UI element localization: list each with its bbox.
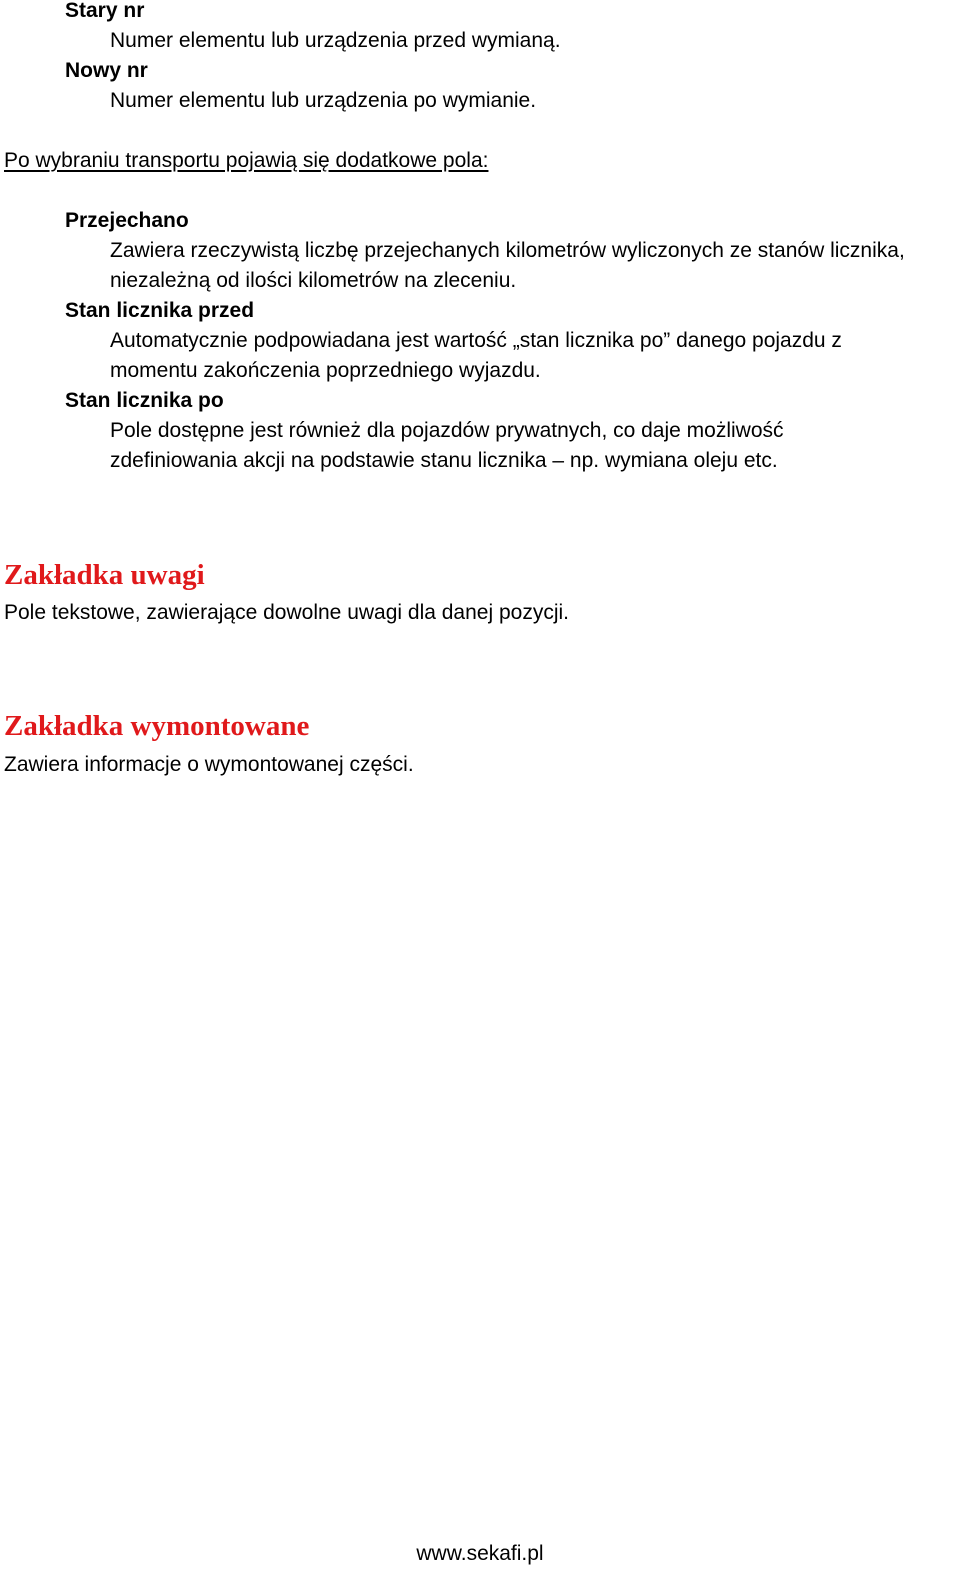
desc-stan-licznika-po-line2: zdefiniowania akcji na podstawie stanu licznika – np. wymiana oleju etc. xyxy=(110,449,778,472)
desc-stary-nr: Numer elementu lub urządzenia przed wymianą. xyxy=(110,29,561,52)
heading-zakladka-wymontowane: Zakładka wymontowane xyxy=(4,710,310,742)
text-zakladka-uwagi: Pole tekstowe, zawierające dowolne uwagi dla danej pozycji. xyxy=(4,601,569,624)
footer-url: www.sekafi.pl xyxy=(416,1542,544,1565)
desc-przejechano-line1: Zawiera rzeczywistą liczbę przejechanych kilometrów wyliczonych ze stanów licznika, xyxy=(110,239,905,262)
term-stan-licznika-przed: Stan licznika przed xyxy=(65,299,255,322)
term-stan-licznika-po: Stan licznika po xyxy=(65,389,224,412)
desc-stan-licznika-po-line1: Pole dostępne jest również dla pojazdów prywatnych, co daje możliwość xyxy=(110,419,784,442)
transport-intro: Po wybraniu transportu pojawią się dodatkowe pola: xyxy=(4,149,489,172)
heading-zakladka-uwagi: Zakładka uwagi xyxy=(4,559,205,591)
desc-nowy-nr: Numer elementu lub urządzenia po wymianie. xyxy=(110,89,537,112)
term-przejechano: Przejechano xyxy=(65,209,189,232)
desc-stan-licznika-przed-line1: Automatycznie podpowiadana jest wartość „stan licznika po” danego pojazdu z xyxy=(110,329,842,352)
text-zakladka-wymontowane: Zawiera informacje o wymontowanej części. xyxy=(4,753,414,776)
desc-stan-licznika-przed-line2: momentu zakończenia poprzedniego wyjazdu. xyxy=(110,359,541,382)
term-nowy-nr: Nowy nr xyxy=(65,59,148,82)
term-stary-nr: Stary nr xyxy=(65,0,145,22)
desc-przejechano-line2: niezależną od ilości kilometrów na zleceniu. xyxy=(110,269,517,292)
